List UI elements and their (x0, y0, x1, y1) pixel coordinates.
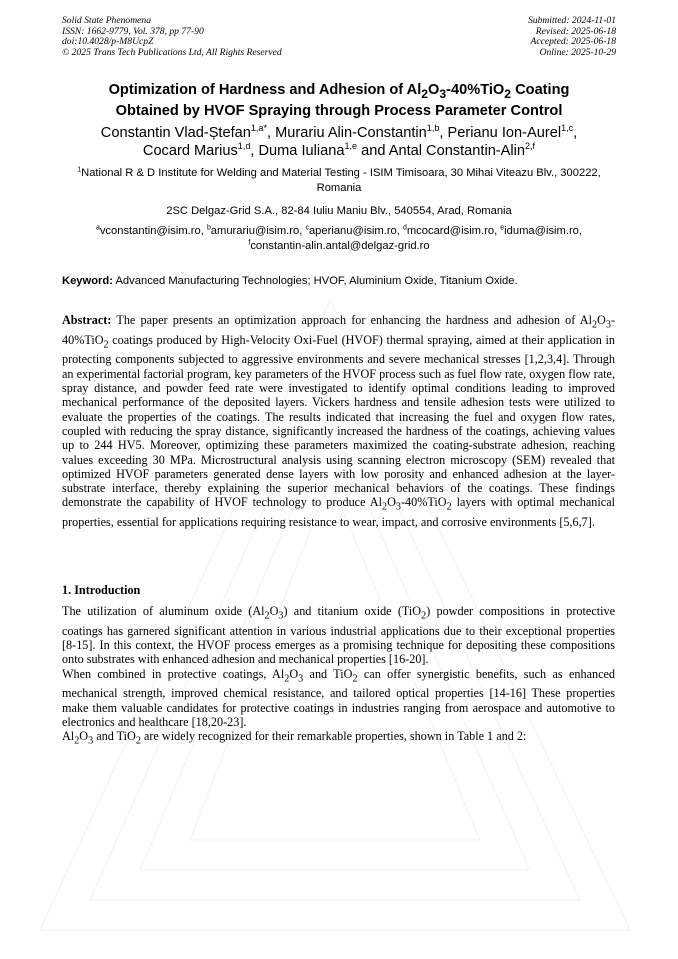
email-list: $^a$vconstantin@isim.ro, $^b$amurariu@isim.ro, $^c$aperianu@isim.ro, $^d$mcocard@isim.ro, $^e$iduma@isim.ro, $^f$constantin-alin.antal@delgaz-grid.ro (95, 224, 583, 252)
email-link[interactable]: mcocard@isim.ro (406, 225, 495, 237)
submitted-date: Submitted: 2024-11-01 (527, 15, 616, 26)
dates-info (528, 16, 616, 58)
title-line-2: Obtained by HVOF Spraying through Process Parameter Control (115, 103, 563, 120)
keywords (62, 274, 616, 289)
author-name: Constantin Vlad-Ștefan (100, 125, 251, 141)
affiliation-1: $^1$National R & D Institute for Welding and Material Testing - ISIM Timisoara, 30 Mihai Viteazu Blv., 300222, Romania (77, 166, 601, 194)
abstract-label: Abstract: (62, 313, 112, 327)
intro-paragraph-1: The utilization of aluminum oxide $(Al_2O_3)$ and titanium oxide (TiO$_2$) powder compositions in protective coatings has garnered significant attention in various industrial applications due to their exceptional properties [8-15]. In this context, the HVOF process emerges as a promising technique for depositing these compositions onto substrates with enhanced adhesion and mechanical properties [16-20]. (62, 604, 615, 667)
intro-paragraph-3: $Al_2O_3$ and TiO$_2$ are widely recognized for their remarkable properties, shown in Table 1 and 2: (62, 729, 527, 747)
email-link[interactable]: amurariu@isim.ro (210, 225, 300, 237)
author-name: Perianu Ion-Aurel (447, 125, 562, 141)
revised-date: Revised: 2025-06-18 (535, 25, 616, 37)
introduction-body (62, 604, 615, 749)
accepted-date: Accepted: 2025-06-18 (530, 36, 616, 48)
copyright-line: © 2025 Trans Tech Publications Ltd, All Rights Reserved (62, 46, 282, 58)
journal-info (62, 16, 282, 58)
title-line-1: Optimization of Hardness and Adhesion of $Al_2O_3-40\%TiO_2$ Coating (108, 82, 570, 101)
intro-paragraph-2: When combined in protective coatings, $Al_2O_3$ and TiO$_2$ can offer synergistic benefits, such as enhanced mechanical strength, improved chemical resistance, and tailored optical properties [14-16] These properties make them valuable candidates for protective coatings in industries ranging from aerospace and automotive to electronics and healthcare [18,20-23]. (62, 666, 615, 729)
affiliation-2: 2SC Delgaz-Grid S.A., 82-84 Iuliu Maniu Blv., 540554, Arad, Romania (166, 205, 512, 217)
author-name: Antal Constantin-Alin (388, 143, 526, 159)
section-heading-introduction: 1. Introduction (62, 583, 141, 597)
online-date: Online: 2025-10-29 (539, 46, 616, 58)
doi-line: doi:10.4028/p-M8UcpZ (62, 36, 154, 48)
email-link[interactable]: aperianu@isim.ro (308, 225, 397, 237)
keyword-label: Keyword: (62, 275, 113, 287)
author-name: Cocard Marius (142, 143, 238, 159)
author-list: Constantin Vlad-Ștefan$^{1,a*}$, Murariu Alin-Constantin$^{1,b}$, Perianu Ion-Aurel$^{1,c}$, Cocard Marius$^{1,d}$, Duma Iuliana$^{1,e}$ and Antal Constantin-Alin$^{2,f}$ (100, 123, 578, 159)
email-link[interactable]: iduma@isim.ro (504, 225, 579, 237)
author-name: Duma Iuliana (258, 143, 345, 159)
paper-title (62, 82, 616, 121)
abstract: Abstract: The paper presents an optimization approach for enhancing the hardness and adhesion of $Al_2O_3-40\%TiO_2$ coatings produced by High-Velocity Oxi-Fuel (HVOF) thermal spraying, aimed at their application in protecting components subjected to aggressive environments and severe mechanical stresses [1,2,3,4]. Through an experimental factorial program, key parameters of the HVOF process such as fuel flow rate, oxygen flow rate, spray distance, and powder feed rate were investigated to identify optimal conditions leading to improved mechanical performance of the deposited layers. Vickers hardness and tensile adhesion tests were utilized to evaluate the properties of the coatings. The results indicated that increasing the fuel and oxygen flow rates, coupled with reducing the spray distance, significantly increased the hardness of the coatings, achieving values up to 244 HV5. Moreover, optimizing these parameters maximized the coating-substrate adhesion, reaching values exceeding 30 MPa. Microstructural analysis using scanning electron microscopy (SEM) revealed that optimized HVOF parameters generated dense layers with low porosity and enhanced adhesion at the layer-substrate interface, thereby explaining the superior mechanical behaviors of the coatings. These findings demonstrate the capability of HVOF technology to produce $Al_2O_3-40\%TiO_2$ layers with optimal mechanical properties, essential for applications requiring resistance to wear, impact, and corrosive environments [5,6,7]. (62, 313, 615, 530)
email-link[interactable]: vconstantin@isim.ro (99, 225, 201, 237)
email-link[interactable]: constantin-alin.antal@delgaz-grid.ro (250, 239, 430, 252)
journal-name: Solid State Phenomena (62, 15, 151, 26)
author-name: Murariu Alin-Constantin (275, 125, 427, 141)
issn-line: ISSN: 1662-9779, Vol. 378, pp 77-90 (62, 25, 204, 37)
keyword-text: Advanced Manufacturing Technologies; HVOF, Aluminium Oxide, Titanium Oxide. (112, 275, 518, 287)
